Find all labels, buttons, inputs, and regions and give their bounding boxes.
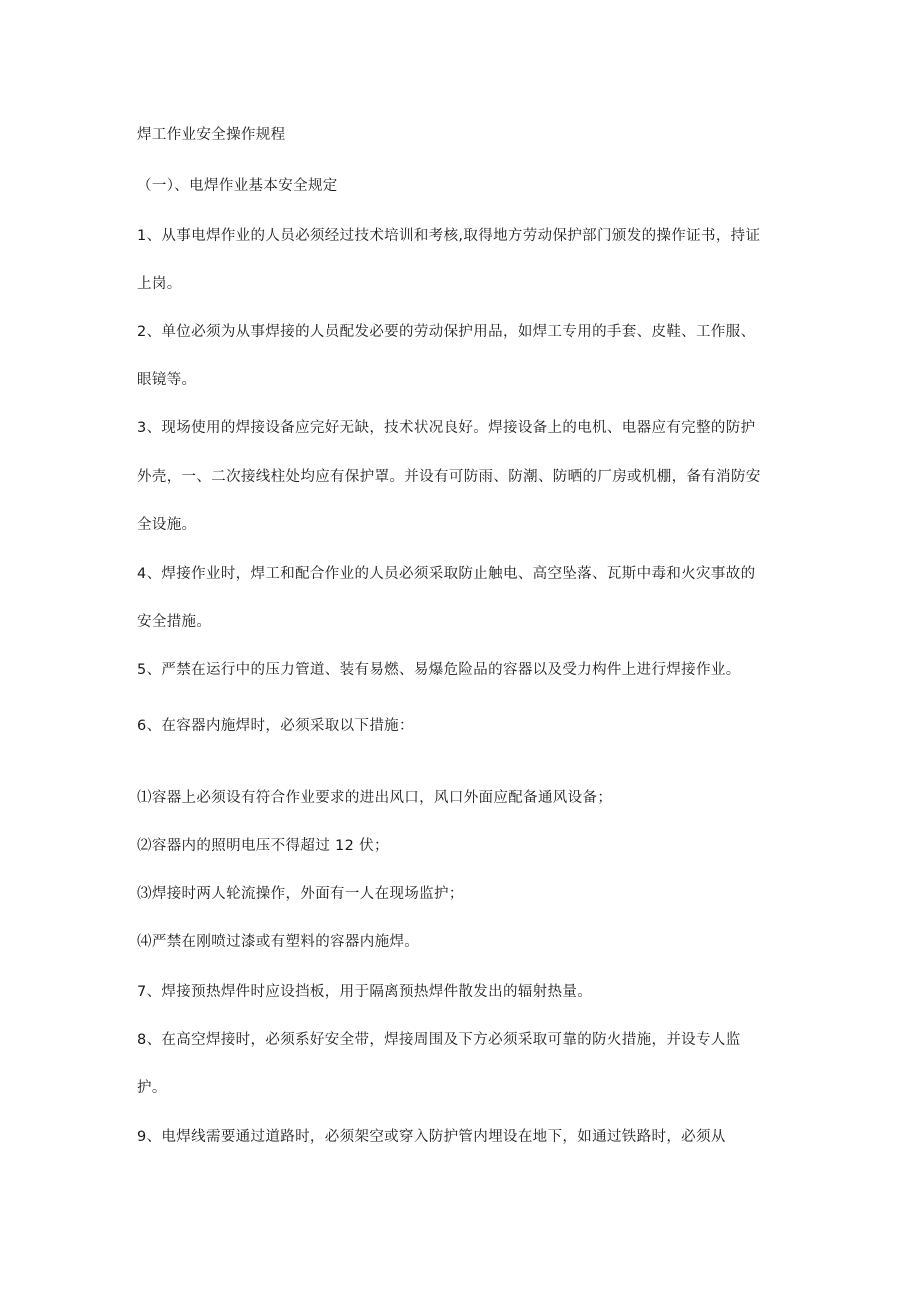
rule-4-line-2: 安全措施。 — [137, 614, 212, 630]
document-title: 焊工作业安全操作规程 — [137, 127, 286, 143]
section-heading: （一）、电焊作业基本安全规定 — [137, 178, 338, 194]
rule-5: 5、严禁在运行中的压力管道、装有易燃、易爆危险品的容器以及受力构件上进行焊接作业。 — [137, 662, 741, 678]
rule-3-line-1: 3、现场使用的焊接设备应完好无缺，技术状况良好。焊接设备上的电机、电器应有完整的防护 — [137, 420, 756, 436]
rule-1-line-1: 1、从事电焊作业的人员必须经过技术培训和考核,取得地方劳动保护部门颁发的操作证书，持证 — [137, 228, 761, 244]
rule-6-sub-3: ⑶焊接时两人轮流操作，外面有一人在现场监护； — [137, 886, 464, 902]
rule-6-sub-4: ⑷严禁在刚喷过漆或有塑料的容器内施焊。 — [137, 934, 420, 950]
rule-8-line-2: 护。 — [137, 1080, 167, 1096]
rule-4-line-1: 4、焊接作业时，焊工和配合作业的人员必须采取防止触电、高空坠落、瓦斯中毒和火灾事故的 — [137, 566, 756, 582]
rule-7: 7、焊接预热焊件时应设挡板，用于隔离预热焊件散发出的辐射热量。 — [137, 984, 593, 1000]
rule-1-line-2: 上岗。 — [137, 276, 182, 292]
rule-3-line-3: 全设施。 — [137, 517, 197, 533]
rule-6-sub-1: ⑴容器上必须设有符合作业要求的进出风口，风口外面应配备通风设备； — [137, 790, 613, 806]
rule-8-line-1: 8、在高空焊接时，必须系好安全带，焊接周围及下方必须采取可靠的防火措施，并设专人监 — [137, 1032, 741, 1048]
rule-2-line-2: 眼镜等。 — [137, 372, 197, 388]
rule-2-line-1: 2、单位必须为从事焊接的人员配发必要的劳动保护用品，如焊工专用的手套、皮鞋、工作服、 — [137, 324, 756, 340]
rule-6-sub-2: ⑵容器内的照明电压不得超过 12 伏； — [137, 838, 389, 854]
rule-3-line-2: 外壳，一、二次接线柱处均应有保护罩。并设有可防雨、防潮、防晒的厂房或机棚，备有消防安 — [137, 469, 761, 485]
rule-9-line-1: 9、电焊线需要通过道路时，必须架空或穿入防护管内埋设在地下，如通过铁路时，必须从 — [137, 1129, 726, 1145]
rule-6: 6、在容器内施焊时，必须采取以下措施： — [137, 718, 414, 734]
